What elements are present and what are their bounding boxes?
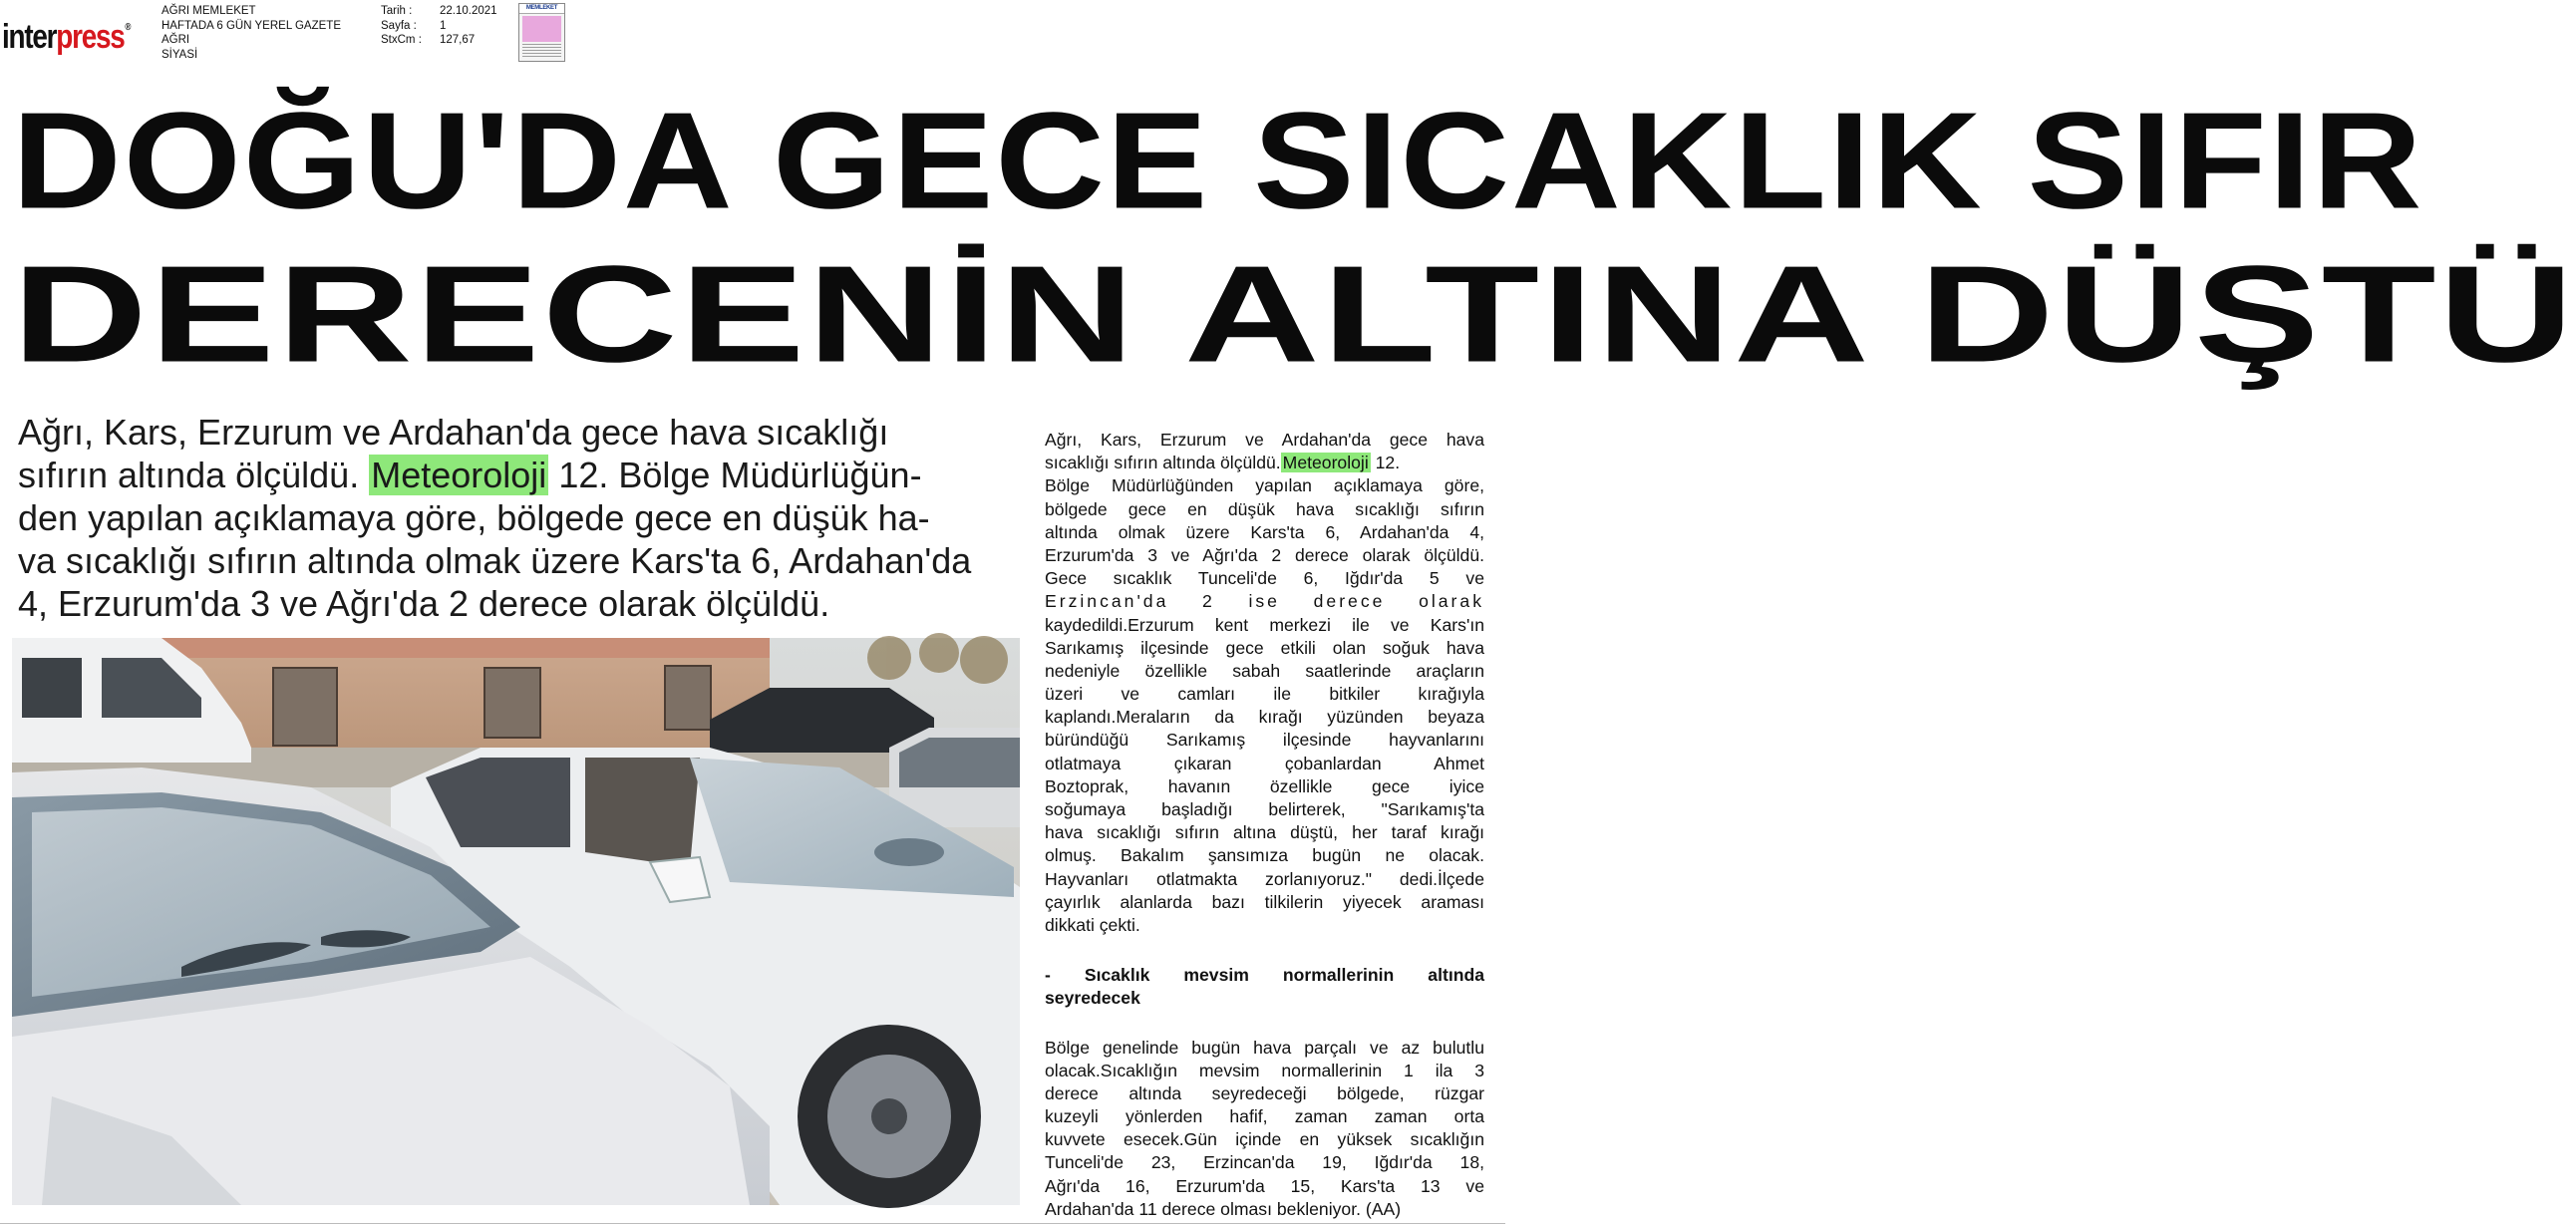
thumbnail-photo — [522, 16, 561, 42]
publication-city: AĞRI — [161, 34, 190, 46]
body-line: sıcaklığı sıfırın altında ölçüldü. Meteoroloji 12. — [1045, 453, 1401, 473]
body-line: nedeniyle özellikle sabah saatlerinde araçların — [1045, 660, 1484, 681]
stxcm-value: 127,67 — [440, 34, 476, 46]
body-line: büründüğü Sarıkamış ilçesinde hayvanlarını — [1045, 730, 1484, 751]
publication-frequency: HAFTADA 6 GÜN YEREL GAZETE — [161, 19, 341, 32]
lead-line: 4, Erzurum'da 3 ve Ağrı'da 2 derece olarak ölçüldü. — [18, 583, 830, 624]
subheading: - Sıcaklık mevsim normallerinin altında — [1045, 965, 1484, 986]
date-label: Tarih : — [381, 5, 413, 17]
frosted-cars-photo — [12, 638, 1020, 1205]
body-line: kaplandı.Meraların da kırağı yüzünden beyaza — [1045, 707, 1484, 728]
headline-line-2: DERECENİN ALTINA DÜŞTÜ — [12, 236, 2576, 391]
lead-paragraph — [18, 411, 1030, 625]
date-value: 22.10.2021 — [440, 5, 497, 17]
thumbnail-label: MEMLEKET — [525, 5, 558, 11]
lead-line: den yapılan açıklamaya göre, bölgede gece en düşük ha- — [18, 497, 930, 538]
publication-category: SİYASİ — [161, 48, 198, 61]
body-line: kuvvete esecek.Gün içinde en yüksek sıcaklığın — [1045, 1129, 1484, 1150]
body-line: Hayvanları otlatmakta zorlanıyoruz." dedi.İlçede — [1045, 868, 1484, 889]
body-line: olmuş. Bakalım şansımıza bugün ne olacak. — [1045, 845, 1484, 866]
body-line: Ağrı'da 16, Erzurum'da 15, Kars'ta 13 ve — [1045, 1175, 1484, 1196]
body-line: Erzurum'da 3 ve Ağrı'da 2 derece olarak ölçüldü. — [1045, 544, 1484, 565]
body-line: Bölge Müdürlüğünden yapılan açıklamaya göre, — [1045, 475, 1484, 496]
body-line: Boztoprak, havanın özellikle gece iyice — [1045, 775, 1484, 796]
stxcm-label: StxCm : — [381, 34, 422, 46]
body-line: olacak.Sıcaklığın mevsim normallerinin 1 ila 3 — [1045, 1060, 1484, 1080]
logo-inter: inter — [2, 18, 57, 56]
article-photo — [12, 638, 1020, 1205]
body-line: Tunceli'de 23, Erzincan'da 19, Iğdır'da 18, — [1045, 1152, 1484, 1173]
lead-line: Ağrı, Kars, Erzurum ve Ardahan'da gece hava sıcaklığı — [18, 412, 889, 453]
body-line: altında olmak üzere Kars'ta 6, Ardahan'da 4, — [1045, 521, 1484, 542]
body-line: dikkati çekti. — [1045, 914, 1140, 935]
body-line: bölgede gece en düşük hava sıcaklığı sıfırın — [1045, 498, 1484, 519]
lead-line: va sıcaklığı sıfırın altında olmak üzere Kars'ta 6, Ardahan'da — [18, 540, 972, 581]
body-line: derece altında seyredeceği bölgede, rüzgar — [1045, 1082, 1484, 1103]
subheading: seyredecek — [1045, 988, 1140, 1009]
body-line: otlatmaya çıkaran çobanlardan Ahmet — [1045, 753, 1484, 773]
body-line: Bölge genelinde bugün hava parçalı ve az bulutlu — [1045, 1037, 1484, 1058]
body-line: Gece sıcaklık Tunceli'de 6, Iğdır'da 5 ve — [1045, 568, 1484, 589]
body-line: soğumaya başladığı belirterek, "Sarıkamış'ta — [1045, 799, 1484, 819]
interpress-logo — [2, 8, 130, 57]
meta-labels — [381, 4, 422, 48]
highlight-meteoroloji-body: Meteoroloji — [1282, 453, 1369, 473]
highlight-meteoroloji: Meteoroloji — [371, 455, 547, 495]
body-line: kuzeyli yönlerden hafif, zaman zaman orta — [1045, 1106, 1484, 1127]
body-line: Erzincan'da 2 ise derece olarak — [1045, 591, 1484, 612]
page-value: 1 — [440, 19, 447, 32]
body-line: hava sıcaklığı sıfırın altına düştü, her taraf kırağı — [1045, 822, 1484, 843]
thumbnail-text — [522, 44, 561, 58]
body-line: kaydedildi.Erzurum kent merkezi ile ve Kars'ın — [1045, 614, 1484, 635]
meta-values — [440, 4, 497, 48]
body-line: Sarıkamış ilçesinde gece etkili olan soğuk hava — [1045, 637, 1484, 658]
logo-registered-mark: ® — [125, 22, 131, 33]
body-line: üzeri ve camları ile bitkiler kırağıyla — [1045, 684, 1484, 705]
page-label: Sayfa : — [381, 19, 417, 32]
logo-press: press — [56, 18, 125, 56]
body-line: Ağrı, Kars, Erzurum ve Ardahan'da gece hava — [1045, 430, 1484, 450]
headline-line-1: DOĞU'DA GECE SICAKLIK SIFIR — [12, 83, 2424, 237]
bottom-rule — [0, 1223, 1505, 1224]
body-line: çayırlık alanlarda bazı tilkilerin yiyecek araması — [1045, 891, 1484, 912]
article-body — [1045, 429, 1484, 1221]
publication-info — [161, 4, 341, 62]
lead-line: sıfırın altında ölçüldü. Meteoroloji 12. Bölge Müdürlüğün- — [18, 455, 922, 495]
publication-name: AĞRI MEMLEKET — [161, 5, 256, 17]
page-thumbnail[interactable] — [518, 3, 565, 62]
body-line: Ardahan'da 11 derece olması bekleniyor. (AA) — [1045, 1198, 1402, 1219]
